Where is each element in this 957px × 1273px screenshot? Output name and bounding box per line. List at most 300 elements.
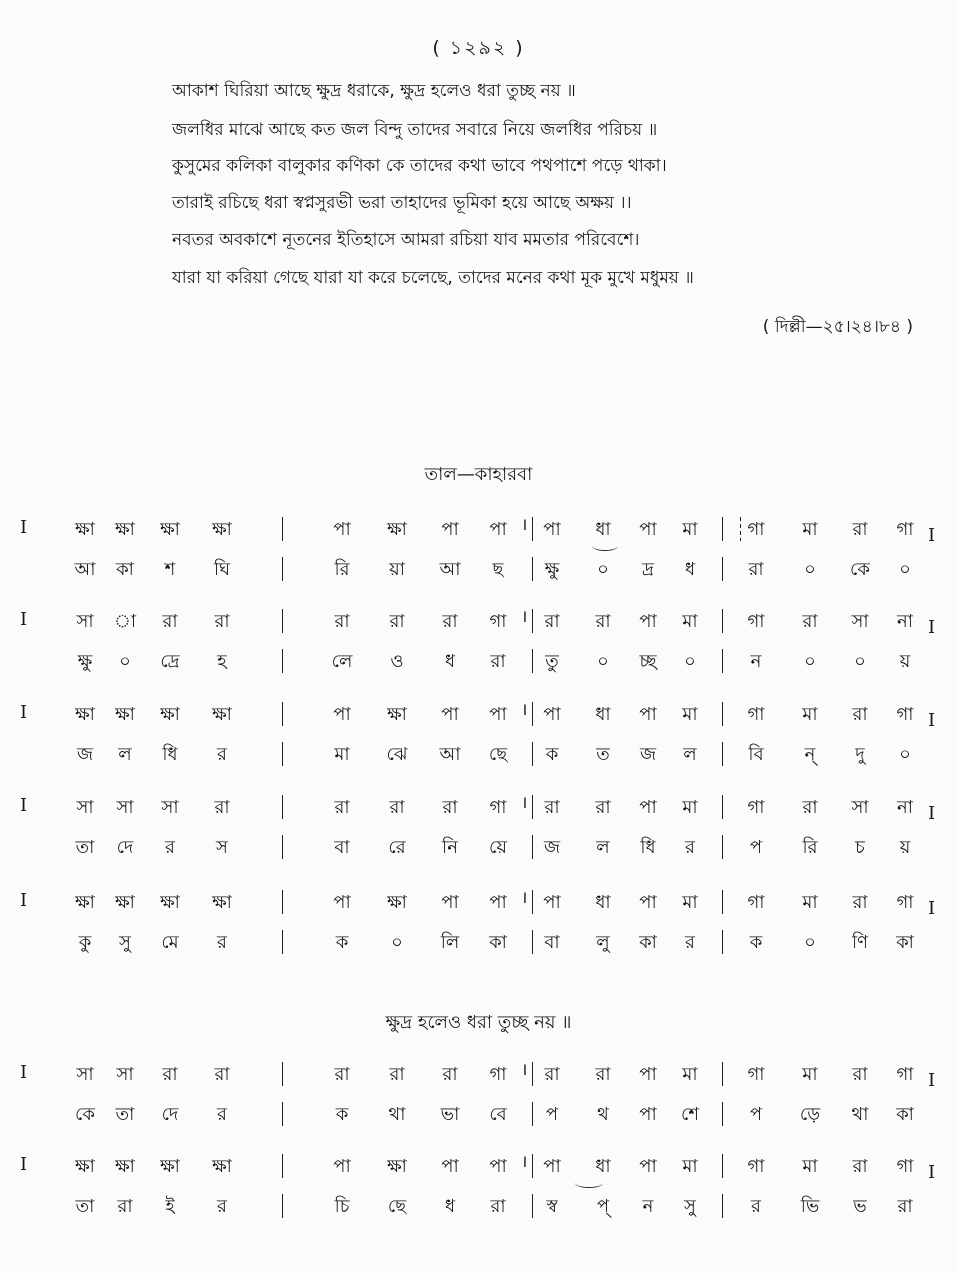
swara-row xyxy=(0,1152,957,1182)
vibhag-bar xyxy=(722,930,723,954)
lyric-syllable: র xyxy=(751,1196,761,1217)
vibhag-bar xyxy=(282,649,283,673)
lyric-syllable: সু xyxy=(119,932,131,953)
swara-note: রা xyxy=(442,611,458,632)
vibhag-bar xyxy=(282,930,283,954)
lyric-syllable: পা xyxy=(639,1104,657,1125)
swara-note: পা xyxy=(441,1156,459,1177)
lyric-syllable: শে xyxy=(681,1104,699,1125)
swara-note: ক্ষা xyxy=(387,892,407,913)
lyric-syllable: ছ xyxy=(492,559,504,580)
swara-note: পা xyxy=(333,1156,351,1177)
vibhag-bar xyxy=(282,795,283,819)
lyric-syllable: দু xyxy=(855,744,865,765)
lyric-line-6: যারা যা করিয়া গেছে যারা যা করে চলেছে, তাদের মনের কথা মূক মুখে মধুময় ॥ xyxy=(172,268,694,288)
lyric-line-4: তারাই রচিছে ধরা স্বপ্নসুরভী ভরা তাহাদের ভূমিকা হয়ে আছে অক্ষয় ।। xyxy=(172,193,632,213)
lyric-row xyxy=(0,647,957,677)
lyric-syllable: আ xyxy=(439,559,461,580)
row-marker-left: I xyxy=(20,609,28,630)
swara-note: রা xyxy=(442,1064,458,1085)
lyric-syllable: য় xyxy=(899,651,911,672)
lyric-syllable: ল xyxy=(596,837,610,858)
lyric-syllable: স xyxy=(216,837,228,858)
lyric-syllable: রা xyxy=(897,1196,913,1217)
lyric-syllable: ০ xyxy=(899,744,911,765)
vibhag-bar xyxy=(282,517,283,541)
vibhag-bar xyxy=(532,835,533,859)
lyric-syllable: আ xyxy=(439,744,461,765)
row-marker-right: I xyxy=(928,710,936,731)
swara-note: পা xyxy=(543,892,561,913)
swara-note: রা xyxy=(334,797,350,818)
swara-note: গা xyxy=(747,1064,765,1085)
swara-note: ক্ষা xyxy=(160,892,180,913)
swara-note: মা xyxy=(802,519,818,540)
lyric-syllable: লি xyxy=(440,932,460,953)
swara-note: পা xyxy=(543,519,561,540)
lyric-syllable: ০ xyxy=(597,559,609,580)
swara-note: রা xyxy=(595,797,611,818)
swara-note: গা xyxy=(489,1064,507,1085)
lyric-syllable: ই xyxy=(165,1196,175,1217)
vibhag-bar xyxy=(532,1102,533,1126)
vibhag-bar xyxy=(532,649,533,673)
swara-note: গা xyxy=(896,892,914,913)
lyric-syllable: ও xyxy=(390,651,404,672)
lyric-syllable: ভি xyxy=(800,1196,820,1217)
row-marker-right: I xyxy=(928,525,936,546)
lyric-syllable: ক xyxy=(545,744,559,765)
lyric-syllable: জ xyxy=(543,837,561,858)
half-divider: I xyxy=(522,796,528,812)
lyric-syllable: রা xyxy=(117,1196,133,1217)
lyric-syllable: ০ xyxy=(684,651,696,672)
swara-note: রা xyxy=(802,797,818,818)
vibhag-bar xyxy=(282,1062,283,1086)
meend-arc xyxy=(592,541,618,551)
swara-note: ধা xyxy=(595,704,611,725)
swara-note: ক্ষা xyxy=(160,519,180,540)
lyric-line-3: কুসুমের কলিকা বালুকার কণিকা কে তাদের কথা ভাবে পথপাশে পড়ে থাকা। xyxy=(172,156,667,176)
vibhag-bar xyxy=(722,649,723,673)
lyric-syllable: বে xyxy=(489,1104,507,1125)
swara-note: পা xyxy=(639,611,657,632)
lyric-syllable: ক xyxy=(335,932,349,953)
swara-note: না xyxy=(897,797,913,818)
swara-note: রা xyxy=(442,797,458,818)
lyric-syllable: কা xyxy=(116,559,134,580)
lyric-syllable: স্ব xyxy=(546,1196,558,1217)
vibhag-bar xyxy=(722,557,723,581)
swara-note: পা xyxy=(489,892,507,913)
vibhag-bar xyxy=(722,1062,723,1086)
swara-note: রা xyxy=(334,1064,350,1085)
vibhag-bar xyxy=(282,835,283,859)
vibhag-bar xyxy=(722,702,723,726)
swara-note: পা xyxy=(639,1156,657,1177)
lyric-line-1: আকাশ ঘিরিয়া আছে ক্ষুদ্র ধরাকে, ক্ষুদ্র হলেও ধরা তুচ্ছ নয় ॥ xyxy=(172,81,576,101)
swara-note: রা xyxy=(544,1064,560,1085)
swara-note: মা xyxy=(682,611,698,632)
lyric-syllable: ঘি xyxy=(213,559,231,580)
swara-note: পা xyxy=(441,704,459,725)
lyric-syllable: কে xyxy=(75,1104,95,1125)
vibhag-bar xyxy=(532,1154,533,1178)
half-divider: I xyxy=(522,1063,528,1079)
lyric-syllable: ছে xyxy=(387,1196,407,1217)
lyric-syllable: কা xyxy=(896,1104,914,1125)
lyric-syllable: ণি xyxy=(851,932,869,953)
lyric-syllable: থা xyxy=(851,1104,869,1125)
row-marker-left: I xyxy=(20,890,28,911)
swara-note: রা xyxy=(162,611,178,632)
lyric-syllable: য়া xyxy=(389,559,405,580)
lyric-syllable: রে xyxy=(388,837,406,858)
swara-note: পা xyxy=(639,1064,657,1085)
lyric-syllable: বা xyxy=(334,837,350,858)
vibhag-bar xyxy=(282,1194,283,1218)
lyric-syllable: কা xyxy=(896,932,914,953)
swara-note: পা xyxy=(639,519,657,540)
lyric-syllable: র xyxy=(217,1104,227,1125)
swara-note: গা xyxy=(896,1064,914,1085)
vibhag-bar xyxy=(282,609,283,633)
lyric-syllable: শ xyxy=(164,559,176,580)
swara-note: সা xyxy=(76,797,94,818)
lyric-syllable: তা xyxy=(75,1196,95,1217)
lyric-syllable: ন xyxy=(750,651,762,672)
lyric-syllable: ০ xyxy=(899,559,911,580)
lyric-syllable: ক xyxy=(335,1104,349,1125)
vibhag-bar xyxy=(282,742,283,766)
lyric-syllable: র xyxy=(685,932,695,953)
lyric-syllable: য় xyxy=(899,837,911,858)
swara-row xyxy=(0,700,957,730)
row-marker-right: I xyxy=(928,803,936,824)
swara-note: পা xyxy=(543,1156,561,1177)
lyric-syllable: ০ xyxy=(854,651,866,672)
swara-note: ক্ষা xyxy=(212,892,232,913)
lyric-syllable: চি xyxy=(334,1196,350,1217)
half-divider: I xyxy=(522,518,528,534)
swara-note: ক্ষা xyxy=(75,704,95,725)
lyric-syllable: ঝে xyxy=(386,744,408,765)
swara-note: মা xyxy=(682,519,698,540)
lyric-syllable: কে xyxy=(850,559,870,580)
lyric-syllable: ০ xyxy=(804,932,816,953)
taal-heading: তাল—কাহারবা xyxy=(424,464,533,485)
lyric-syllable: লু xyxy=(596,932,610,953)
swara-note: রা xyxy=(389,1064,405,1085)
lyric-syllable: বা xyxy=(544,932,560,953)
lyric-syllable: তা xyxy=(115,1104,135,1125)
swara-note: মা xyxy=(802,1156,818,1177)
vibhag-bar xyxy=(722,742,723,766)
lyric-row xyxy=(0,1100,957,1130)
row-marker-right: I xyxy=(928,617,936,638)
lyric-row xyxy=(0,928,957,958)
lyric-syllable: ছে xyxy=(488,744,508,765)
swara-note: ক্ষা xyxy=(160,1156,180,1177)
swara-note: গা xyxy=(489,611,507,632)
vibhag-bar xyxy=(722,1154,723,1178)
lyric-syllable: বি xyxy=(748,744,764,765)
vibhag-bar xyxy=(532,930,533,954)
swara-note: মা xyxy=(802,704,818,725)
lyric-syllable: কা xyxy=(489,932,507,953)
lyric-syllable: ল xyxy=(683,744,697,765)
meend-arc xyxy=(575,1178,603,1188)
lyric-syllable: প xyxy=(749,837,763,858)
lyric-syllable: দে xyxy=(116,837,134,858)
swara-note: ক্ষা xyxy=(212,519,232,540)
row-marker-left: I xyxy=(20,795,28,816)
lyric-syllable: র xyxy=(685,837,695,858)
lyric-syllable: কা xyxy=(639,932,657,953)
swara-note: রা xyxy=(214,797,230,818)
lyric-syllable: ০ xyxy=(391,932,403,953)
vibhag-bar xyxy=(722,835,723,859)
swara-note: না xyxy=(897,611,913,632)
swara-note: ধা xyxy=(595,1156,611,1177)
lyric-syllable: রি xyxy=(802,837,818,858)
lyric-syllable: ল xyxy=(118,744,132,765)
row-marker-right: I xyxy=(928,1070,936,1091)
vibhag-bar xyxy=(532,702,533,726)
swara-note: ক্ষা xyxy=(387,1156,407,1177)
lyric-syllable: দে xyxy=(161,1104,179,1125)
vibhag-bar xyxy=(282,557,283,581)
swara-note: মা xyxy=(682,797,698,818)
vibhag-bar xyxy=(722,609,723,633)
lyric-syllable: আ xyxy=(74,559,96,580)
lyric-syllable: নি xyxy=(442,837,458,858)
vibhag-bar xyxy=(282,1102,283,1126)
lyric-syllable: ০ xyxy=(804,651,816,672)
swara-note: ক্ষা xyxy=(115,1156,135,1177)
swara-note: সা xyxy=(76,1064,94,1085)
swara-note: মা xyxy=(682,1156,698,1177)
swara-note: মা xyxy=(802,892,818,913)
dashed-divider xyxy=(740,517,741,541)
vibhag-bar xyxy=(532,890,533,914)
swara-note: রা xyxy=(595,611,611,632)
lyric-syllable: মা xyxy=(334,744,350,765)
swara-row xyxy=(0,515,957,545)
lyric-syllable: ধি xyxy=(162,744,178,765)
swara-note: ক্ষা xyxy=(75,519,95,540)
vibhag-bar xyxy=(722,890,723,914)
vibhag-bar xyxy=(532,1194,533,1218)
lyric-syllable: প্ xyxy=(596,1196,610,1217)
lyric-syllable: থ xyxy=(597,1104,609,1125)
swara-note: রা xyxy=(852,519,868,540)
row-marker-left: I xyxy=(20,702,28,723)
lyric-syllable: য়ে xyxy=(489,837,507,858)
swara-note: পা xyxy=(489,519,507,540)
lyric-syllable: প xyxy=(545,1104,559,1125)
swara-note: ক্ষা xyxy=(212,1156,232,1177)
swara-note: গা xyxy=(747,519,765,540)
vibhag-bar xyxy=(722,1194,723,1218)
lyric-syllable: লে xyxy=(331,651,353,672)
half-divider: I xyxy=(522,891,528,907)
lyric-syllable: ন্ xyxy=(804,744,816,765)
lyric-syllable: র xyxy=(165,837,175,858)
lyric-syllable: ড়ে xyxy=(799,1104,821,1125)
lyric-syllable: তা xyxy=(75,837,95,858)
lyric-syllable: ন xyxy=(642,1196,654,1217)
lyric-row xyxy=(0,555,957,585)
vibhag-bar xyxy=(282,1154,283,1178)
swara-note: পা xyxy=(333,519,351,540)
lyric-row xyxy=(0,740,957,770)
vibhag-bar xyxy=(282,890,283,914)
vibhag-bar xyxy=(722,795,723,819)
swara-note: রা xyxy=(334,611,350,632)
swara-note: রা xyxy=(852,1156,868,1177)
swara-note: সা xyxy=(116,1064,134,1085)
lyric-syllable: ধ xyxy=(684,559,696,580)
swara-note: গা xyxy=(747,611,765,632)
swara-note: পা xyxy=(639,704,657,725)
swara-note: ক্ষা xyxy=(75,892,95,913)
swara-note: রা xyxy=(595,1064,611,1085)
section-heading: ক্ষুদ্র হলেও ধরা তুচ্ছ নয় ॥ xyxy=(385,1012,572,1033)
swara-note: পা xyxy=(639,892,657,913)
lyric-syllable: ০ xyxy=(119,651,131,672)
lyric-syllable: ভ xyxy=(853,1196,867,1217)
lyric-syllable: থা xyxy=(388,1104,406,1125)
swara-note: মা xyxy=(682,892,698,913)
lyric-syllable: রি xyxy=(334,559,350,580)
swara-note: ক্ষা xyxy=(160,704,180,725)
vibhag-bar xyxy=(532,517,533,541)
swara-note: রা xyxy=(852,1064,868,1085)
swara-note: সা xyxy=(851,611,869,632)
half-divider: I xyxy=(522,610,528,626)
lyric-row xyxy=(0,833,957,863)
lyric-syllable: তু xyxy=(545,651,559,672)
swara-row xyxy=(0,793,957,823)
lyric-line-5: নবতর অবকাশে নূতনের ইতিহাসে আমরা রচিয়া যাব মমতার পরিবেশে। xyxy=(172,230,640,250)
vibhag-bar xyxy=(532,742,533,766)
lyric-syllable: প xyxy=(749,1104,763,1125)
lyric-syllable: চ xyxy=(855,837,865,858)
swara-note: পা xyxy=(441,519,459,540)
lyric-syllable: ক্ষু xyxy=(77,651,93,672)
lyric-syllable: চ্ছ xyxy=(639,651,657,672)
vibhag-bar xyxy=(532,557,533,581)
swara-note: গা xyxy=(747,892,765,913)
swara-note: পা xyxy=(489,704,507,725)
row-marker-left: I xyxy=(20,1062,28,1083)
vibhag-bar xyxy=(532,609,533,633)
swara-note: পা xyxy=(333,704,351,725)
lyric-syllable: ধি xyxy=(640,837,656,858)
swara-note: রা xyxy=(802,611,818,632)
swara-note: গা xyxy=(896,704,914,725)
lyric-syllable: র xyxy=(217,1196,227,1217)
lyric-line-2: জলধির মাঝে আছে কত জল বিন্দু তাদের সবারে নিয়ে জলধির পরিচয় ॥ xyxy=(172,120,658,140)
swara-note: রা xyxy=(389,797,405,818)
lyric-syllable: মে xyxy=(161,932,179,953)
swara-note: রা xyxy=(852,892,868,913)
swara-note: সা xyxy=(851,797,869,818)
lyric-syllable: জ xyxy=(639,744,657,765)
swara-row xyxy=(0,888,957,918)
swara-note: ক্ষা xyxy=(115,704,135,725)
swara-note: রা xyxy=(544,797,560,818)
swara-note: ক্ষা xyxy=(387,704,407,725)
lyric-syllable: দ্রে xyxy=(160,651,180,672)
swara-note: রা xyxy=(852,704,868,725)
swara-note: গা xyxy=(747,704,765,725)
swara-note: সা xyxy=(76,611,94,632)
lyric-syllable: জ xyxy=(76,744,94,765)
lyric-syllable: ০ xyxy=(597,651,609,672)
lyric-syllable: র xyxy=(217,744,227,765)
row-marker-left: I xyxy=(20,1154,28,1175)
swara-note: গা xyxy=(747,1156,765,1177)
swara-note: রা xyxy=(389,611,405,632)
row-marker-right: I xyxy=(928,898,936,919)
lyric-syllable: ক্ষু xyxy=(544,559,560,580)
swara-note: া xyxy=(113,611,137,632)
lyric-syllable: ক xyxy=(749,932,763,953)
row-marker-left: I xyxy=(20,517,28,538)
swara-note: রা xyxy=(214,611,230,632)
swara-note: পা xyxy=(639,797,657,818)
lyric-syllable: রা xyxy=(748,559,764,580)
lyric-syllable: ত xyxy=(596,744,610,765)
swara-row xyxy=(0,607,957,637)
swara-note: রা xyxy=(544,611,560,632)
swara-note: পা xyxy=(543,704,561,725)
swara-note: মা xyxy=(682,1064,698,1085)
swara-note: ধা xyxy=(595,519,611,540)
swara-note: রা xyxy=(162,1064,178,1085)
vibhag-bar xyxy=(722,1102,723,1126)
vibhag-bar xyxy=(722,517,723,541)
swara-note: ক্ষা xyxy=(212,704,232,725)
half-divider: I xyxy=(522,1155,528,1171)
swara-row xyxy=(0,1060,957,1090)
row-marker-right: I xyxy=(928,1162,936,1183)
swara-note: সা xyxy=(161,797,179,818)
swara-note: পা xyxy=(489,1156,507,1177)
lyric-syllable: হ xyxy=(217,651,227,672)
lyric-syllable: দ্র xyxy=(642,559,654,580)
swara-note: ধা xyxy=(595,892,611,913)
vibhag-bar xyxy=(532,1062,533,1086)
swara-note: গা xyxy=(896,1156,914,1177)
lyric-syllable: ধ xyxy=(444,1196,456,1217)
lyric-syllable: ধ xyxy=(444,651,456,672)
swara-note: গা xyxy=(896,519,914,540)
swara-note: মা xyxy=(802,1064,818,1085)
swara-note: গা xyxy=(489,797,507,818)
date-signature: ( দিল্লী—২৫।২৪।৮৪ ) xyxy=(762,317,913,337)
swara-note: রা xyxy=(214,1064,230,1085)
vibhag-bar xyxy=(282,702,283,726)
lyric-syllable: কু xyxy=(78,932,92,953)
page-number: ( ১২৯২ ) xyxy=(432,37,525,59)
half-divider: I xyxy=(522,703,528,719)
swara-note: ক্ষা xyxy=(115,892,135,913)
lyric-syllable: ভা xyxy=(440,1104,460,1125)
swara-note: ক্ষা xyxy=(115,519,135,540)
